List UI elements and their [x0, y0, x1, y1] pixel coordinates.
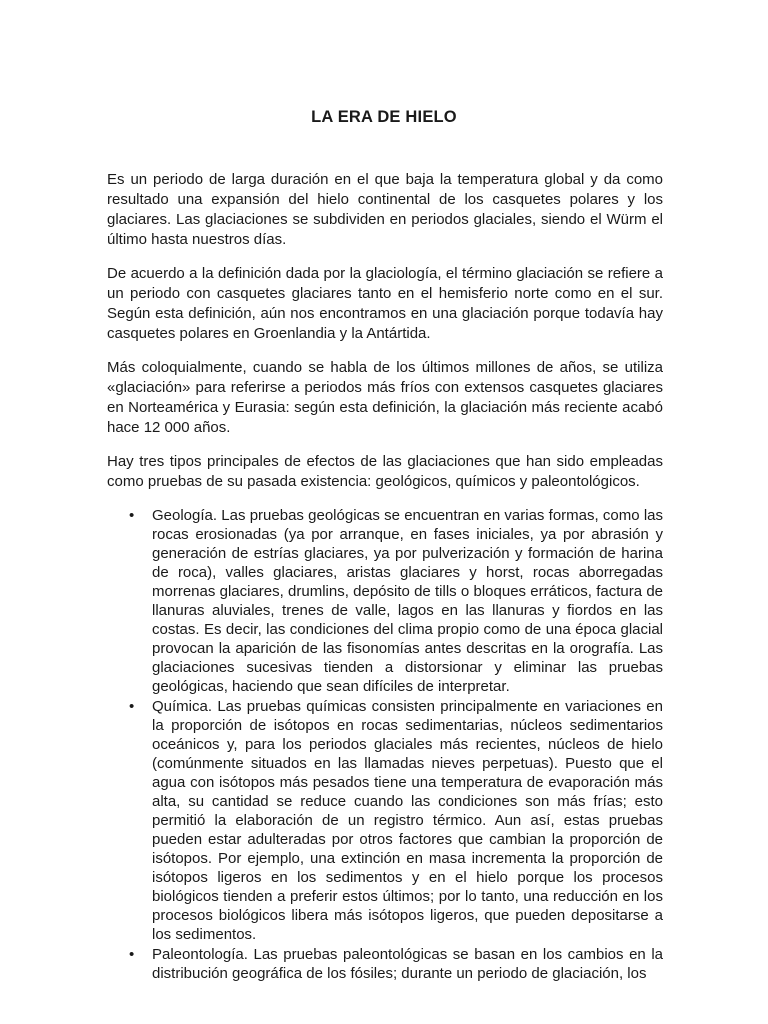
paragraph-definition: De acuerdo a la definición dada por la glaciología, el término glaciación se refiere a un periodo con casquetes glaciares tanto en el hemisferio norte como en el sur. Según esta definición, aún nos encontramos en una glaciación porque todavía hay casquetes polares en Groenlandia y la Antártida.	[107, 265, 663, 342]
bullet-icon: •	[129, 698, 135, 715]
list-item-paleontologia	[107, 945, 663, 983]
bullet-icon: •	[129, 507, 135, 524]
document-title: LA ERA DE HIELO	[311, 108, 457, 126]
document-body	[107, 170, 663, 984]
list-item-text: Química. Las pruebas químicas consisten principalmente en variaciones en la proporción de isótopos en rocas sedimentarias, núcleos sedimentarios oceánicos y, para los periodos glaciales más recientes, núcleos de hielo (comúnmente situados en las llamadas nieves perpetuas). Puesto que el agua con isótopos más pesados tiene una temperatura de evaporación más alta, su cantidad se reduce cuando las condiciones son más frías; esto permitió la elaboración de un registro térmico. Aun así, estas pruebas pueden estar adulteradas por otros factores que cambian la proporción de isótopos. Por ejemplo, una extinción en masa incrementa la proporción de isótopos ligeros en los sedimentos y en el hielo porque los procesos biológicos tienden a preferir estos últimos; por lo tanto, una reducción en los procesos biológicos libera más isótopos ligeros, que pueden depositarse a los sedimentos.	[152, 698, 663, 943]
list-item-text: Geología. Las pruebas geológicas se encuentran en varias formas, como las rocas erosionadas (ya por arranque, en fases iniciales, ya por abrasión y generación de estrías glaciares, ya por pulverización y formación de harina de roca), valles glaciares, aristas glaciares y horst, rocas aborregadas morrenas glaciares, drumlins, depósito de tills o bloques erráticos, factura de llanuras aluviales, trenes de valle, lagos en las llanuras y fiordos en las costas. Es decir, las condiciones del clima propio como de una época glacial provocan la aparición de las fisonomías antes descritas en la orografía. Las glaciaciones sucesivas tienden a distorsionar y eliminar las pruebas geológicas, haciendo que sean difíciles de interpretar.	[152, 507, 663, 695]
evidence-list	[107, 506, 663, 983]
paragraph-colloquial: Más coloquialmente, cuando se habla de los últimos millones de años, se utiliza «glaciación» para referirse a periodos más fríos con extensos casquetes glaciares en Norteamérica y Eurasia: según esta definición, la glaciación más reciente acabó hace 12 000 años.	[107, 359, 663, 436]
list-item-quimica	[107, 697, 663, 944]
list-item-geologia	[107, 506, 663, 696]
bullet-icon: •	[129, 946, 135, 963]
paragraph-intro: Es un periodo de larga duración en el que baja la temperatura global y da como resultado una expansión del hielo continental de los casquetes polares y los glaciares. Las glaciaciones se subdividen en periodos glaciales, siendo el Würm el último hasta nuestros días.	[107, 171, 663, 248]
list-item-text: Paleontología. Las pruebas paleontológicas se basan en los cambios en la distribución geográfica de los fósiles; durante un periodo de glaciación, los	[152, 946, 663, 982]
paragraph-evidence-types: Hay tres tipos principales de efectos de las glaciaciones que han sido empleadas como pruebas de su pasada existencia: geológicos, químicos y paleontológicos.	[107, 453, 663, 490]
